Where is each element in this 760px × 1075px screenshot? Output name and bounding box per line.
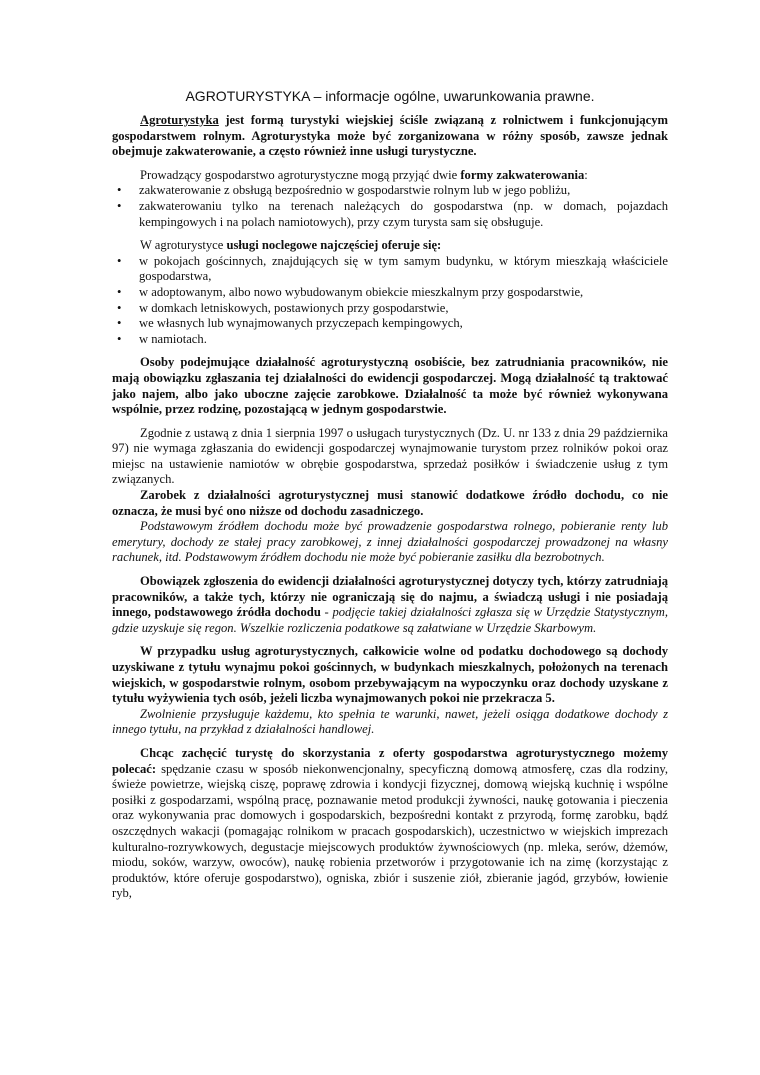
list-item: • zakwaterowaniu tylko na terenach należących do gospodarstwa (np. w domach, pojazdach kempingowych i na polach namiotowych), przy czym turysta sam się obsługuje. bbox=[112, 199, 668, 230]
paragraph-exemption-note: Zwolnienie przysługuje każdemu, kto spełnia te warunki, nawet, jeżeli osiąga dodatkowe dochody z innego tytułu, na przykład z działalności handlowej. bbox=[112, 706, 668, 737]
accommodation-forms-list bbox=[112, 183, 668, 230]
paragraph-additional-income: Zarobek z działalności agroturystycznej musi stanowić dodatkowe źródło dochodu, co nie oznacza, że musi być ono niższe od dochodu zasadniczego. bbox=[112, 488, 668, 518]
list-item: • w adoptowanym, albo nowo wybudowanym obiekcie mieszkalnym przy gospodarstwie, bbox=[112, 285, 668, 301]
paragraph-registration-duty: Obowiązek zgłoszenia do ewidencji działalności agroturystycznej dotyczy tych, którzy zatrudniają pracowników, a także tych, którzy nie ograniczają się do najmu, a świadczą usługi i nie posiadają innego, podstawowego źródła dochodu - podjęcie takiej działalności zgłasza się w Urzędzie Statystycznym, gdzie uzyskuje się regon. Wszelkie rozliczenia podatkowe są załatwiane w Urzędzie Skarbowym. bbox=[112, 574, 668, 635]
definition-term: Agroturystyka bbox=[140, 113, 219, 127]
paragraph-registration-exemption: Osoby podejmujące działalność agroturystyczną osobiście, bez zatrudniania pracowników, nie mają obowiązku zgłaszania tej działalności do ewidencji gospodarczej. Mogą działalność tą traktować jako najem, albo jako uboczne zajęcie zarobkowe. Działalność ta może być również wykonywana wspólnie, przez rodzinę, pozostającą w jednym gospodarstwie. bbox=[112, 355, 668, 417]
list-item: • w domkach letniskowych, postawionych przy gospodarstwie, bbox=[112, 301, 668, 317]
paragraph-accommodation-forms: Prowadzący gospodarstwo agroturystyczne mogą przyjąć dwie formy zakwaterowania: bbox=[140, 167, 588, 182]
paragraph-primary-income: Podstawowym źródłem dochodu może być prowadzenie gospodarstwa rolnego, pobieranie renty lub emerytury, dochody ze stałej pracy zarobkowej, z innej działalności gospodarczej prowadzonej na własny rachunek, itd. Podstawowym źródłem dochodu nie może być pobieranie zasiłku dla bezrobotnych. bbox=[112, 519, 668, 565]
page-title: AGROTURYSTYKA – informacje ogólne, uwarunkowania prawne. bbox=[185, 88, 595, 104]
list-item: • zakwaterowanie z obsługą bezpośrednio w gospodarstwie rolnym lub w jego pobliżu, bbox=[112, 183, 668, 199]
list-item: • w pokojach gościnnych, znajdujących się w tym samym budynku, w którym mieszkają właściciele gospodarstwa, bbox=[112, 254, 668, 285]
definition-text: jest formą turystyki wiejskiej ściśle związaną z rolnictwem i funkcjonującym gospodarstwem rolnym. Agroturystyka może być zorganizowana w różny sposób, zawsze jednak obejmuje zakwaterowanie, a często również inne usługi turystyczne. bbox=[112, 113, 668, 159]
list-item: • w namiotach. bbox=[112, 332, 668, 348]
paragraph-lodging-services: W agroturystyce usługi noclegowe najczęściej oferuje się: bbox=[140, 238, 442, 253]
paragraph-tax-exemption: W przypadku usług agroturystycznych, całkowicie wolne od podatku dochodowego są dochody uzyskiwane z tytułu wynajmu pokoi gościnnych, w budynkach mieszkalnych, położonych na terenach wiejskich, w gospodarstwie rolnym, osobom przebywającym na wypoczynku oraz dochody uzyskane z tytułu wyżywienia tych osób, jeżeli liczba wynajmowanych pokoi nie przekracza 5. bbox=[112, 644, 668, 706]
lodging-places-list bbox=[112, 254, 668, 348]
paragraph-tourist-offer: Chcąc zachęcić turystę do skorzystania z oferty gospodarstwa agroturystycznego możemy polecać: spędzanie czasu w sposób niekonwencjonalny, specyficzną domową atmosferę, czas dla rodziny, świeże powietrze, wiejską ciszę, poprawę zdrowia i kondycji fizycznej, domową wiejską kuchnię i wspólne posiłki z gospodarzami, wspólną pracę, poznawanie metod produkcji żywności, naukę gotowania i pieczenia oraz wykonywania prac domowych i gospodarskich, bezpośredni kontakt z przyrodą, formę zarobku, bądź oszczędnych wakacji (pomagając rolnikom w pracach gospodarskich), uczestnictwo w wiejskich imprezach kulturalno-rozrywkowych, degustacje miejscowych produktów żywnościowych (np. mleka, serów, dżemów, miodu, soków, warzyw, owoców), naukę robienia przetworów i przygotowanie ich na zimę (korzystając z produktów, które oferuje gospodarstwo), ogniska, zbiór i suszenie ziół, zbieranie jagód, grzybów, łowienie ryb, bbox=[112, 745, 668, 901]
paragraph-law-reference: Zgodnie z ustawą z dnia 1 sierpnia 1997 o usługach turystycznych (Dz. U. nr 133 z dnia 29 października 97) nie wymaga zgłaszania do ewidencji gospodarczej wynajmowanie turystom przez rolników pokoi oraz miejsc na ustawienie namiotów w obrębie gospodarstwa, sprzedaż posiłków i świadczenie usług z tym związanych. bbox=[112, 425, 668, 487]
list-item: • we własnych lub wynajmowanych przyczepach kempingowych, bbox=[112, 316, 668, 332]
paragraph-definition bbox=[112, 113, 668, 160]
